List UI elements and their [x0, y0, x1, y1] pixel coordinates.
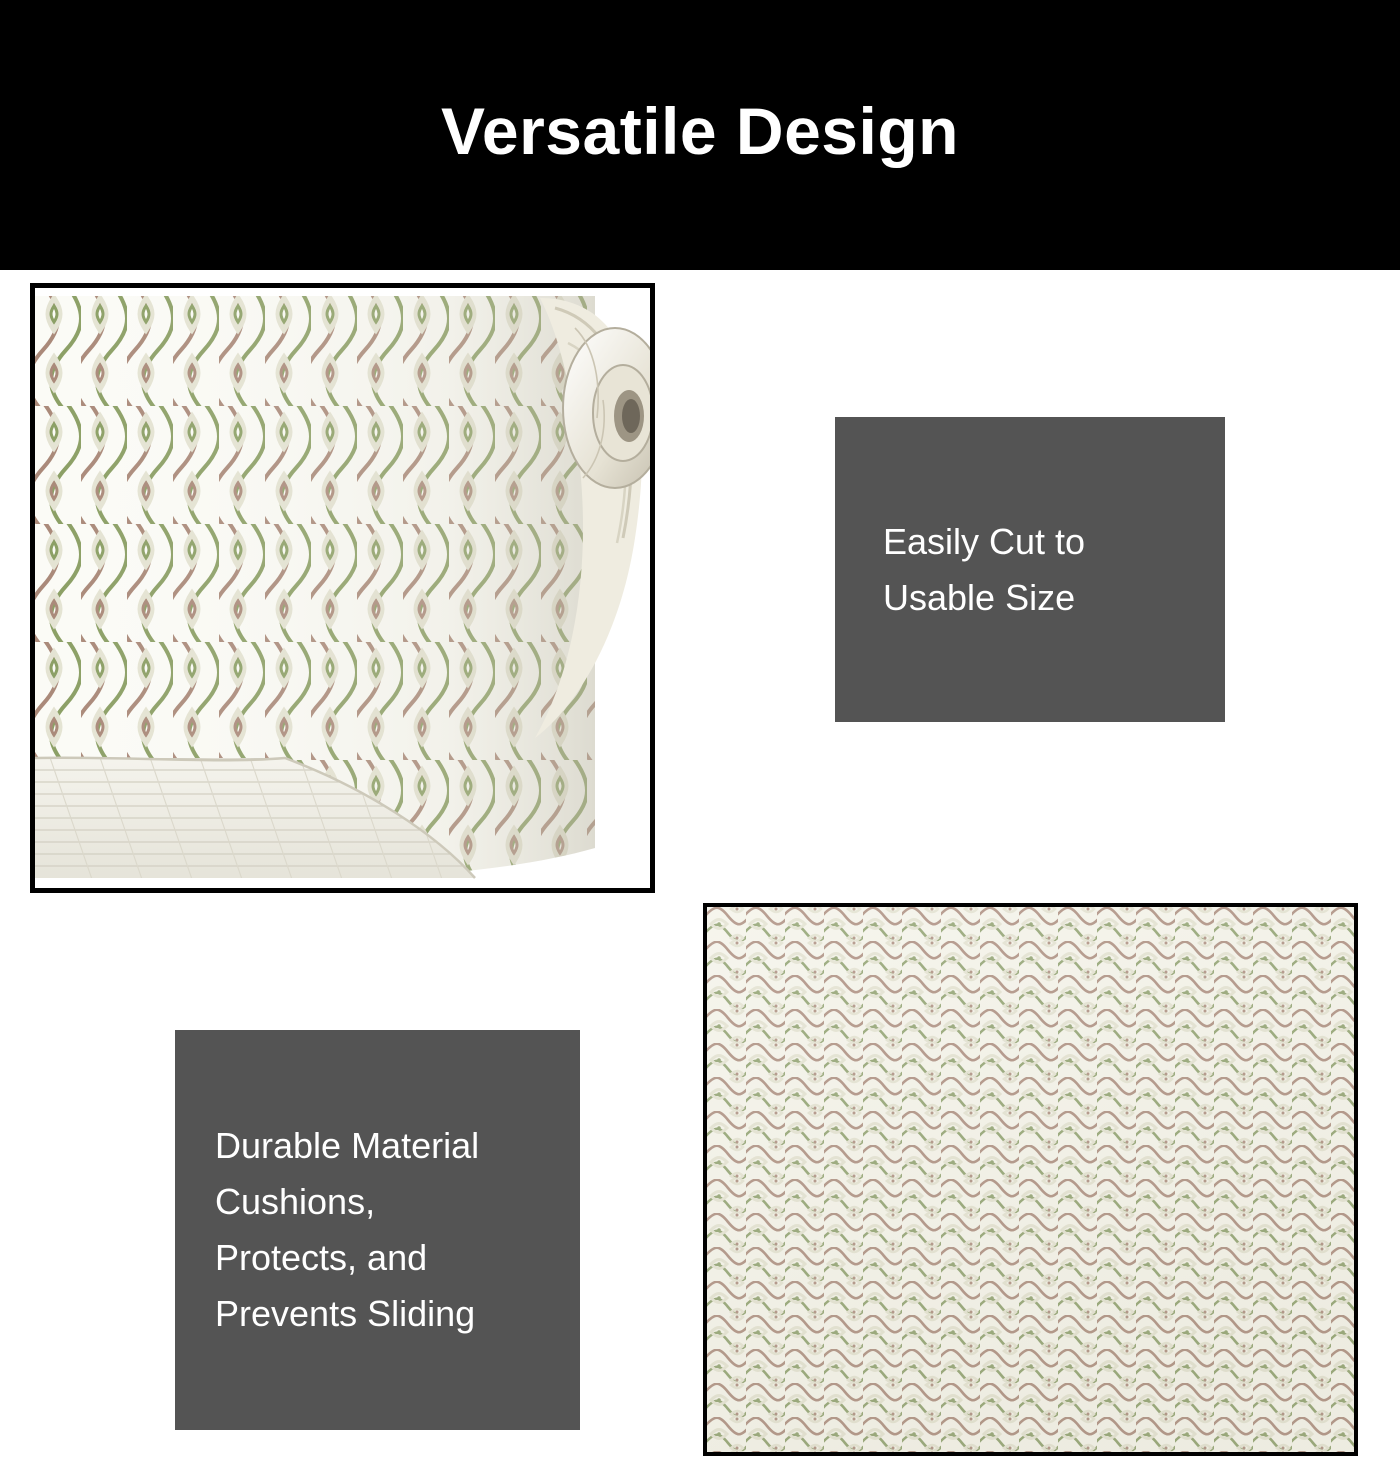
header-banner: [0, 0, 1400, 270]
caption-line: Easily Cut to: [883, 520, 1086, 562]
pattern-swatch-photo: [703, 903, 1358, 1456]
roll-illustration: [35, 288, 650, 888]
caption-line: Usable Size: [883, 576, 1076, 618]
caption-line: Prevents Sliding: [215, 1292, 476, 1334]
page-title: Versatile Design: [441, 94, 959, 168]
caption-line: Cushions,: [215, 1181, 376, 1223]
caption-line: Durable Material: [215, 1125, 480, 1167]
caption-easily-cut: [835, 417, 1225, 722]
shelf-liner-roll-photo: [30, 283, 655, 893]
caption-durable-material: [175, 1030, 580, 1430]
caption-line: Protects, and: [215, 1237, 428, 1278]
swatch-illustration: [707, 907, 1354, 1452]
